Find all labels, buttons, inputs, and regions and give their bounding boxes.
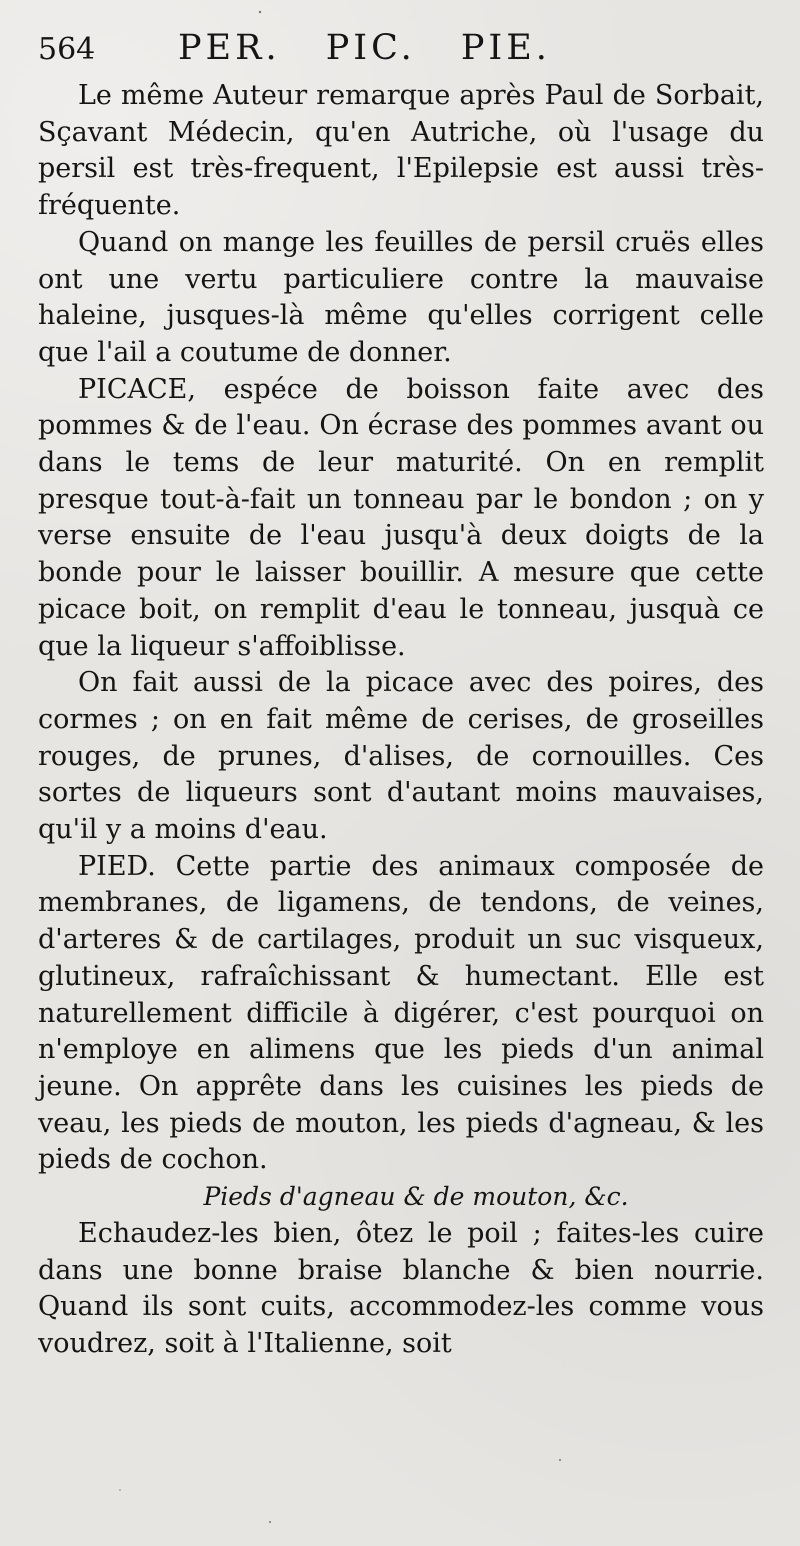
paragraph-1: Le même Auteur remarque après Paul de Sorbait, Sçavant Médecin, qu'en Autriche, où l'usage du persil est très-frequent, l'Epilepsie est aussi très-fréquente. <box>38 80 764 222</box>
paragraph-picace-variants: On fait aussi de la picace avec des poires, des cormes ; on en fait même de cerises, de groseilles rouges, de prunes, d'alises, de cornouilles. Ces sortes de liqueurs sont d'autant moins mauvaises, qu'il y a moins d'eau. <box>38 667 764 846</box>
running-head: PER. PIC. PIE. <box>178 28 551 68</box>
page-header <box>38 28 764 78</box>
paragraph-2: Quand on mange les feuilles de persil cruës elles ont une vertu particuliere contre la mauvaise haleine, jusques-là même qu'elles corrigent celle que l'ail a coutume de donner. <box>38 226 764 368</box>
body-text <box>38 78 764 1363</box>
paragraph-recipe: Echaudez-les bien, ôtez le poil ; faites-les cuire dans une bonne braise blanche & bien nourrie. Quand ils sont cuits, accommodez-les comme vous voudrez, soit à l'Italienne, soit <box>38 1217 764 1359</box>
paragraph-pied: PIED. Cette partie des animaux composée de membranes, de ligamens, de tendons, de veines, d'arteres & de cartilages, produit un suc visqueux, glutineux, rafraîchissant & humectant. Elle est naturellement difficile à digérer, c'est pourquoi on n'employe en alimens que les pieds d'un animal jeune. On apprête dans les cuisines les pieds de veau, les pieds de mouton, les pieds d'agneau, & les pieds de cochon. <box>38 850 764 1176</box>
paragraph-picace: PICACE, espéce de boisson faite avec des pommes & de l'eau. On écrase des pommes avant ou dans le tems de leur maturité. On en remplit presque tout-à-fait un tonneau par le bondon ; on y verse ensuite de l'eau jusqu'à deux doigts de la bonde pour le laisser bouillir. A mesure que cette picace boit, on remplit d'eau le tonneau, jusquà ce que la liqueur s'affoiblisse. <box>38 373 764 662</box>
page-number: 564 <box>38 32 96 67</box>
recipe-title: Pieds d'agneau & de mouton, &c. <box>203 1182 629 1212</box>
